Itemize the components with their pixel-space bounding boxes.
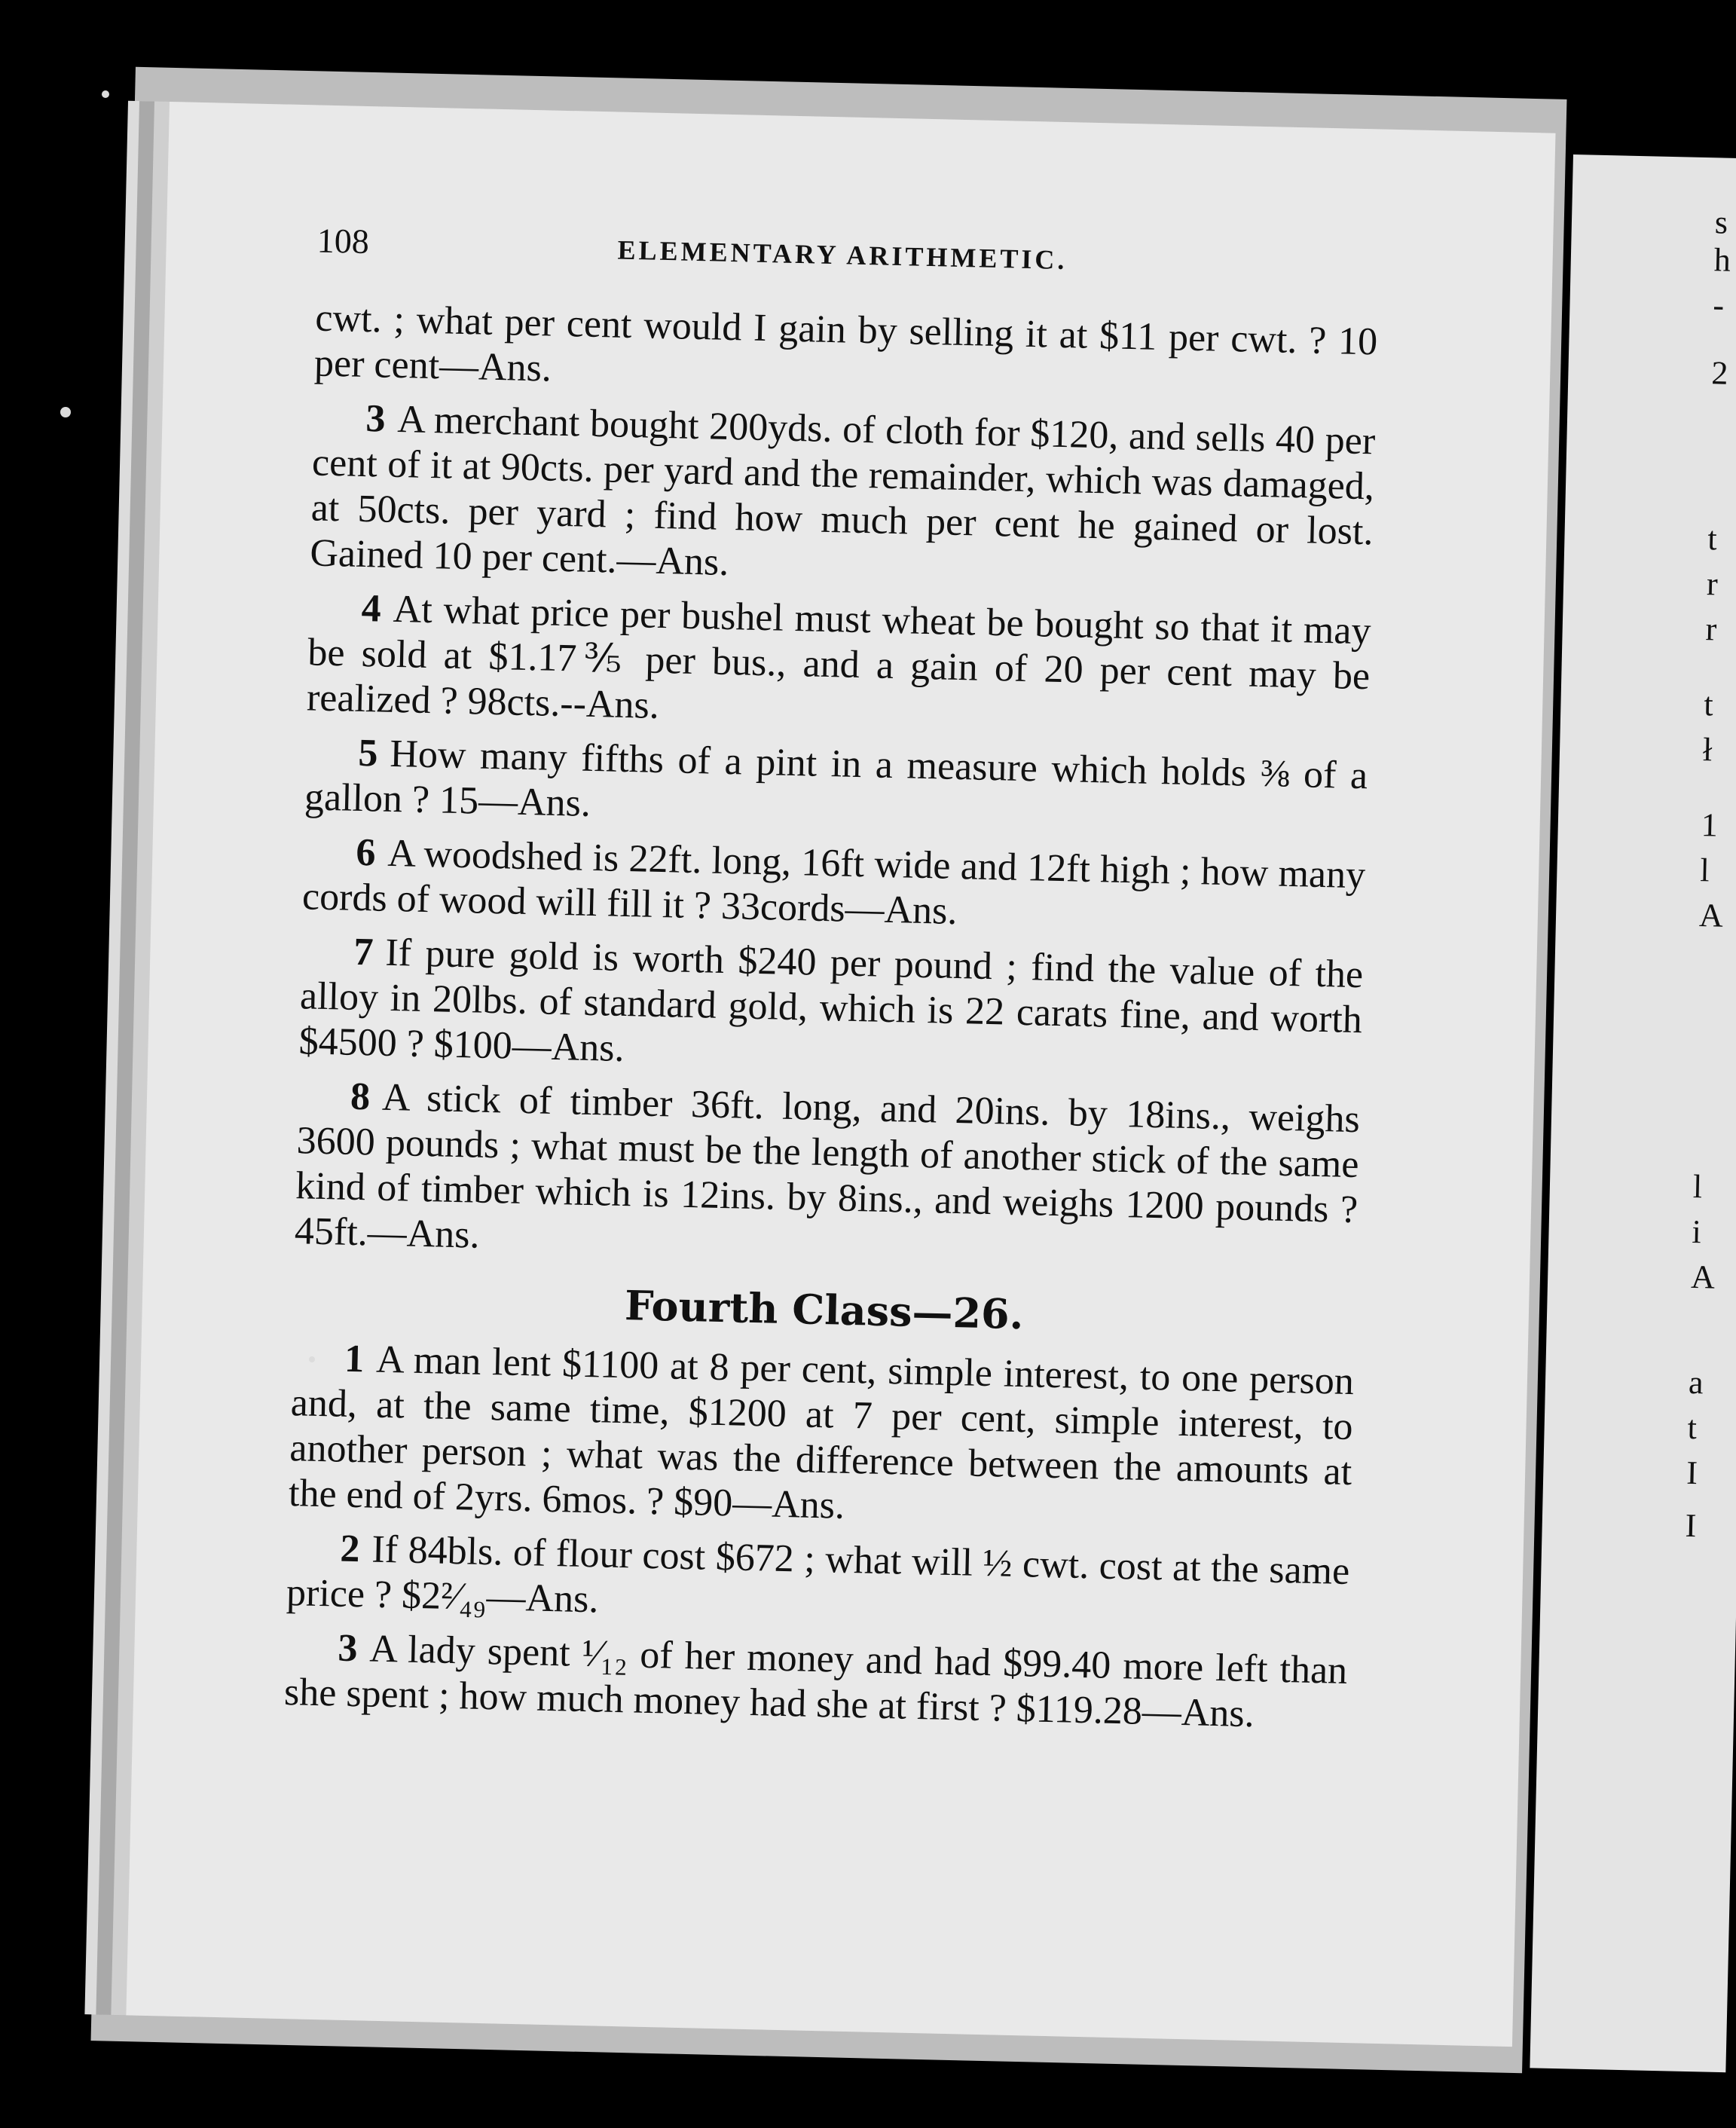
problem-number: 7 — [353, 930, 374, 974]
page-number: 108 — [316, 221, 370, 261]
facing-page-fragment: l — [1692, 1167, 1703, 1206]
section-heading: Fourth Class—26. — [624, 1281, 1025, 1339]
problem — [298, 928, 1364, 1088]
problem-text: A woodshed is 22ft. long, 16ft wide and 12ft high ; how many cords of wood will fill it ? 33cords—Ans. — [301, 831, 1366, 933]
running-title: ELEMENTARY ARITHMETIC. — [617, 234, 1068, 276]
facing-page-fragment: I — [1686, 1454, 1698, 1492]
problem-text: A merchant bought 200yds. of cloth for $120, and sells 40 per cent of it at 90cts. per yard and the remainder, which was damaged, at 50cts. per yard ; find how much per cent he gained or lost. Gained 10 per cent.—Ans. — [309, 397, 1376, 584]
scan-speck — [60, 407, 71, 417]
facing-page-fragment: a — [1688, 1363, 1704, 1402]
problem-text: At what price per bushel must wheat be bought so that it may be sold at $1.17⅗ per bus., and a gain of 20 per cent may be realized ? 98cts.--Ans. — [306, 587, 1372, 727]
problem — [304, 729, 1368, 844]
problem-number: 2 — [339, 1527, 361, 1571]
facing-page-fragment: ł — [1702, 731, 1713, 769]
problem — [283, 1625, 1347, 1739]
problem-number: 4 — [361, 586, 382, 631]
facing-page-fragment: r — [1705, 610, 1717, 648]
facing-page — [1530, 154, 1736, 2072]
facing-page-fragment: t — [1703, 686, 1714, 723]
problem — [294, 1073, 1360, 1278]
facing-page-fragment: i — [1692, 1212, 1702, 1251]
facing-page-fragment: t — [1707, 520, 1718, 558]
page-text — [283, 218, 1380, 1747]
problem-text: A man lent $1100 at 8 per cent, simple interest, to one person and, at the same time, $1200 at 7 per cent, simple interest, to another person ; what was the difference between the amounts at the end of 2yrs. 6mos. ? $90—Ans. — [288, 1338, 1355, 1527]
scan-speck — [102, 90, 109, 98]
running-head — [316, 218, 1380, 289]
problem-text: A stick of timber 36ft. long, and 20ins. by 18ins., weighs 3600 pounds ; what must be the length of another stick of the same kind of timber which is 12ins. by 8ins., and weighs 1200 pounds ? 45ft.—Ans. — [294, 1075, 1361, 1257]
problem — [288, 1335, 1354, 1540]
problem-text: A lady spent ¹⁄₁₂ of her money and had $99.40 more left than she spent ; how much money had she at first ? $119.28—Ans. — [283, 1627, 1348, 1736]
problem-number: 8 — [350, 1075, 371, 1119]
facing-page-fragment: r — [1706, 565, 1719, 603]
problem-text: If pure gold is worth $240 per pound ; find the value of the alloy in 20lbs. of standard gold, which is 22 carats fine, and worth $4500 ? $100—Ans. — [298, 931, 1364, 1071]
problem-number: 3 — [337, 1626, 359, 1671]
problem-number: 5 — [357, 731, 379, 775]
facing-page-fragment: 1 — [1701, 806, 1719, 844]
facing-page-fragment: s — [1714, 203, 1728, 241]
problem-text: How many fifths of a pint in a measure which holds ⅜ of a gallon ? 15—Ans. — [304, 732, 1368, 825]
problem-number: 3 — [365, 397, 387, 441]
problem — [306, 585, 1371, 744]
problem — [310, 395, 1376, 600]
facing-page-fragment: - — [1712, 286, 1725, 324]
facing-page-fragment: A — [1698, 897, 1724, 934]
facing-page-fragment: t — [1687, 1408, 1698, 1447]
facing-page-fragment: l — [1699, 852, 1710, 889]
facing-page-fragment: 2 — [1710, 354, 1729, 392]
book-page — [126, 102, 1555, 2047]
problem-number: 1 — [344, 1337, 365, 1381]
facing-page-fragment: h — [1713, 241, 1731, 279]
problem-number: 6 — [355, 830, 377, 875]
problem — [286, 1525, 1349, 1640]
facing-page-fragment: I — [1685, 1506, 1697, 1545]
continued-problem-text: cwt. ; what per cent would I gain by selling it at $11 per cwt. ? 10 per cent—Ans. — [313, 296, 1378, 390]
scan-speck — [309, 1356, 315, 1362]
problem — [301, 829, 1365, 943]
facing-page-fragment: A — [1690, 1258, 1716, 1296]
problem-text: If 84bls. of flour cost $672 ; what will ½ cwt. cost at the same price ? $2²⁄₄₉—Ans. — [286, 1527, 1350, 1622]
